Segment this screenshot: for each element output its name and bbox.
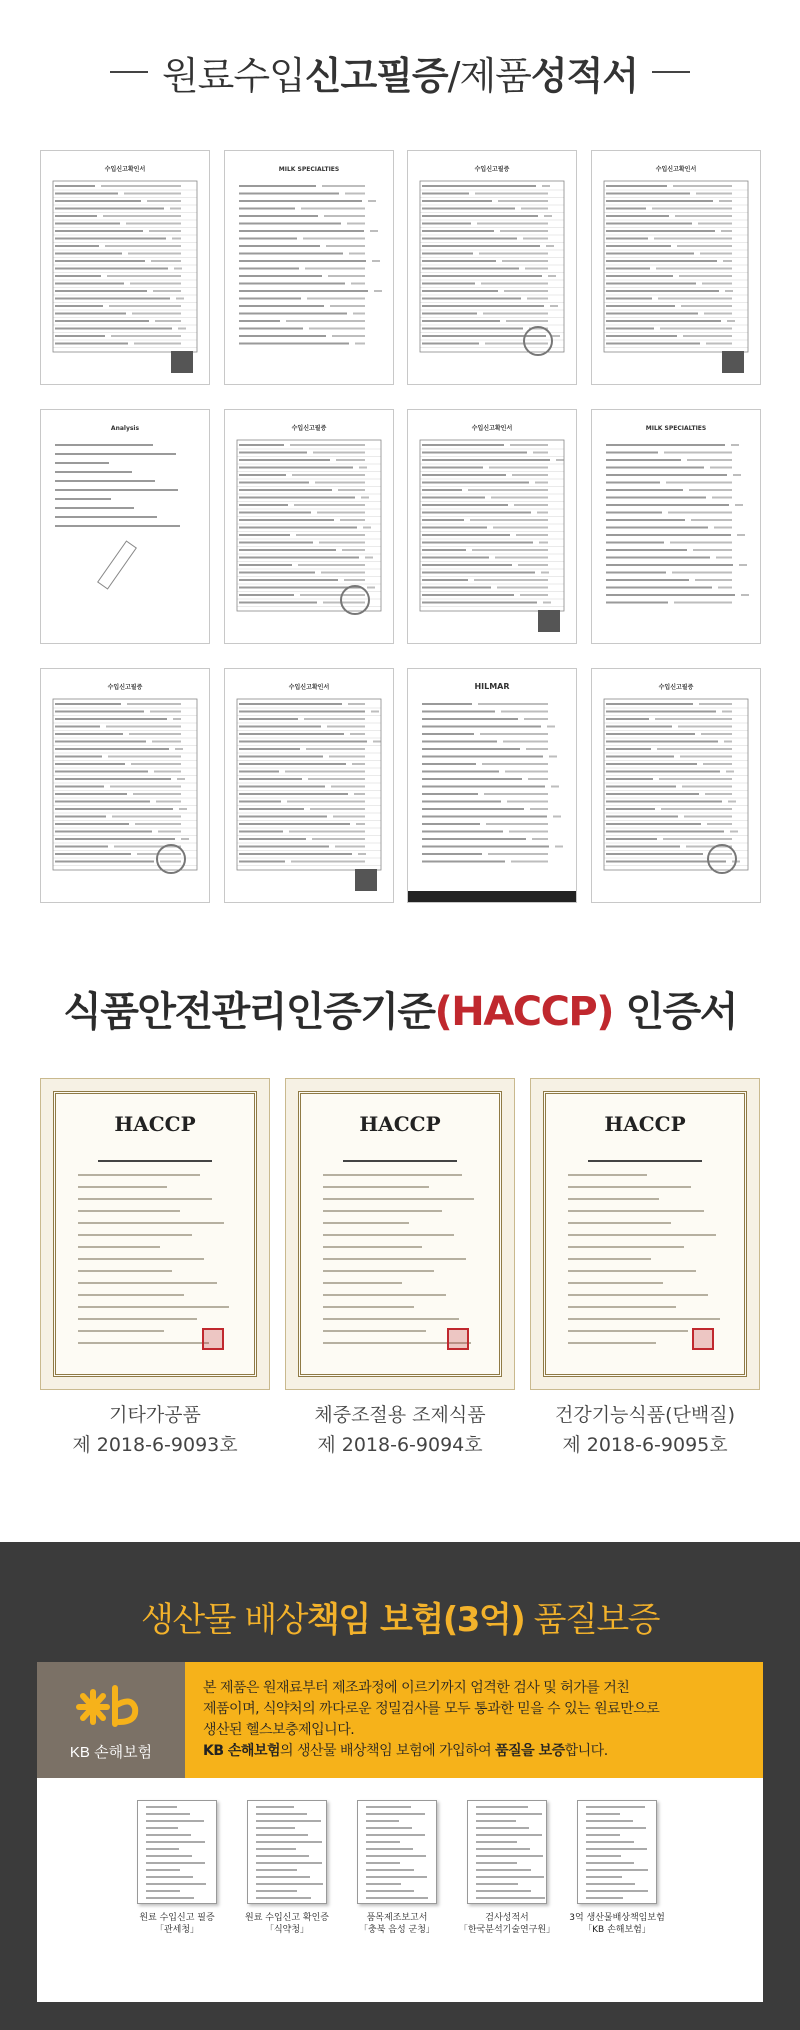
certificate-text-line [343,1160,457,1162]
description-line: KB 손해보험의 생산물 배상책임 보험에 가입하여 품질을 보증합니다. [203,1743,608,1759]
certificate-text-line [78,1246,160,1248]
certificate-text-line [323,1174,462,1176]
certificate-text-line [78,1210,180,1212]
haccp-logo: HACCP [359,1112,441,1136]
insurance-document-thumbnail [247,1800,327,1904]
certificate-text-line [323,1186,429,1188]
insurance-document-caption: 검사성적서 「한국분석기술연구원」 [458,1913,556,1935]
svg-text:Analysis: Analysis [110,425,140,432]
certificate-number: 제 2018-6-9093호 [72,1434,238,1456]
insurance-document-caption: 품목제조보고서 「충북 음성 군청」 [359,1913,435,1935]
svg-text:수입신고필증: 수입신고필증 [658,684,694,691]
certificate-text-line [323,1330,426,1332]
certificate-category: 기타가공품 [109,1404,201,1426]
document-thumbnail [40,668,210,903]
certificate-number: 제 2018-6-9094호 [317,1434,483,1456]
document-thumbnail [224,150,394,385]
haccp-certificate-2 [285,1078,515,1390]
certificate-text-line [323,1198,474,1200]
certificate-text-line [323,1294,446,1296]
kb-star-logo-icon [37,1662,185,1742]
insurance-document-caption: 3억 생산물배상책임보험 「KB 손해보험」 [569,1913,665,1935]
description-line: 본 제품은 원재료부터 제조과정에 이르기까지 엄격한 검사 및 허가를 거친 [203,1680,630,1696]
insurance-document-caption: 원료 수입신고 확인증 「식약청」 [245,1913,329,1935]
svg-text:HILMAR: HILMAR [474,682,510,691]
haccp-logo: HACCP [604,1112,686,1136]
certificate-text-line [323,1234,454,1236]
certificate-text-line [568,1222,671,1224]
certificate-number: 제 2018-6-9095호 [562,1434,728,1456]
certificate-text-line [568,1282,663,1284]
certificate-text-line [78,1270,172,1272]
kb-insurance-name: KB 손해보험 [69,1744,153,1761]
insurance-document-thumbnail [577,1800,657,1904]
insurance-document-thumbnail [357,1800,437,1904]
certificate-text-lines [568,1160,722,1354]
insurance-section [0,1542,800,2030]
red-seal-stamp [692,1328,714,1350]
certificate-text-line [588,1160,702,1162]
haccp-logo: HACCP [114,1112,196,1136]
certificate-category: 체중조절용 조제식품 [314,1404,486,1426]
red-seal-stamp [202,1328,224,1350]
certificate-text-line [323,1210,442,1212]
document-thumbnail [407,668,577,903]
certificate-text-line [78,1198,212,1200]
certificate-text-line [568,1198,659,1200]
svg-text:수입신고확인서: 수입신고확인서 [471,425,513,432]
svg-text:수입신고필증: 수입신고필증 [291,425,327,432]
svg-text:수입신고확인서: 수입신고확인서 [288,684,330,691]
certificate-text-line [78,1330,164,1332]
certificate-text-line [568,1318,720,1320]
certificate-text-line [78,1186,167,1188]
certificate-text-line [78,1306,229,1308]
insurance-box [37,1662,763,2002]
kb-insurance-logo-panel [37,1662,185,1778]
certificate-text-line [568,1246,684,1248]
certificate-text-line [568,1342,656,1344]
haccp-title: 식품안전관리인증기준(HACCP) 인증서 [63,989,737,1035]
insurance-description [185,1662,763,1778]
certificate-text-line [323,1318,459,1320]
certificate-category: 건강기능식품(단백질) [554,1404,735,1426]
haccp-section [0,910,800,1542]
document-thumbnail [40,150,210,385]
svg-text:수입신고확인서: 수입신고확인서 [655,166,697,173]
description-line: 제품이며, 식약처의 까다로운 정밀검사를 모두 통과한 믿을 수 있는 원료만으로 [203,1701,660,1717]
certificate-text-line [78,1318,197,1320]
document-thumbnail [591,409,761,644]
certificate-text-line [78,1258,204,1260]
document-thumbnail [224,409,394,644]
heading-right-rule [652,71,690,73]
haccp-certificate-3 [530,1078,760,1390]
certificate-text-line [78,1234,192,1236]
certificate-text-line [323,1282,402,1284]
document-thumbnail [224,668,394,903]
svg-text:수입신고필증: 수입신고필증 [107,684,143,691]
insurance-title: 생산물 배상책임 보험(3억) 품질보증 [140,1600,660,1640]
svg-text:MILK SPECIALTIES: MILK SPECIALTIES [278,166,340,173]
description-line: 생산된 헬스보충제입니다. [203,1722,355,1738]
certificate-text-line [78,1282,217,1284]
certificate-text-line [568,1210,704,1212]
certificate-text-line [323,1246,422,1248]
certificate-text-line [323,1222,409,1224]
certificate-text-line [78,1174,200,1176]
red-seal-stamp [447,1328,469,1350]
haccp-caption-3 [525,1400,765,1460]
certificate-text-lines [323,1160,477,1354]
certificate-text-line [568,1294,708,1296]
svg-text:수입신고확인서: 수입신고확인서 [104,166,146,173]
certificate-text-lines [78,1160,232,1354]
certificate-text-line [78,1294,184,1296]
import-documents-heading [0,42,800,102]
haccp-certificate-1 [40,1078,270,1390]
insurance-document-caption: 원료 수입신고 필증 「관세청」 [139,1913,215,1935]
svg-text:수입신고필증: 수입신고필증 [474,166,510,173]
certificate-text-line [568,1186,691,1188]
svg-text:MILK SPECIALTIES: MILK SPECIALTIES [645,425,707,432]
document-thumbnail [407,150,577,385]
insurance-document-thumbnail [137,1800,217,1904]
certificate-text-line [568,1330,688,1332]
certificate-text-line [98,1160,212,1162]
insurance-document-row [37,1778,763,2002]
certificate-text-line [568,1174,647,1176]
certificate-text-line [568,1306,676,1308]
haccp-caption-1 [35,1400,275,1460]
certificate-text-line [78,1222,224,1224]
document-thumbnail [591,150,761,385]
document-thumbnail [40,409,210,644]
heading-left-rule [110,71,148,73]
document-thumbnail [591,668,761,903]
document-thumbnail [407,409,577,644]
certificate-text-line [78,1342,209,1344]
certificate-text-line [323,1258,466,1260]
certificate-text-line [323,1306,414,1308]
import-documents-title: 원료수입신고필증/제품성적서 [161,53,639,98]
certificate-text-line [323,1270,434,1272]
certificate-text-line [568,1234,716,1236]
import-documents-section [0,0,800,910]
insurance-document-thumbnail [467,1800,547,1904]
certificate-text-line [568,1270,696,1272]
certificate-text-line [568,1258,651,1260]
haccp-caption-2 [280,1400,520,1460]
